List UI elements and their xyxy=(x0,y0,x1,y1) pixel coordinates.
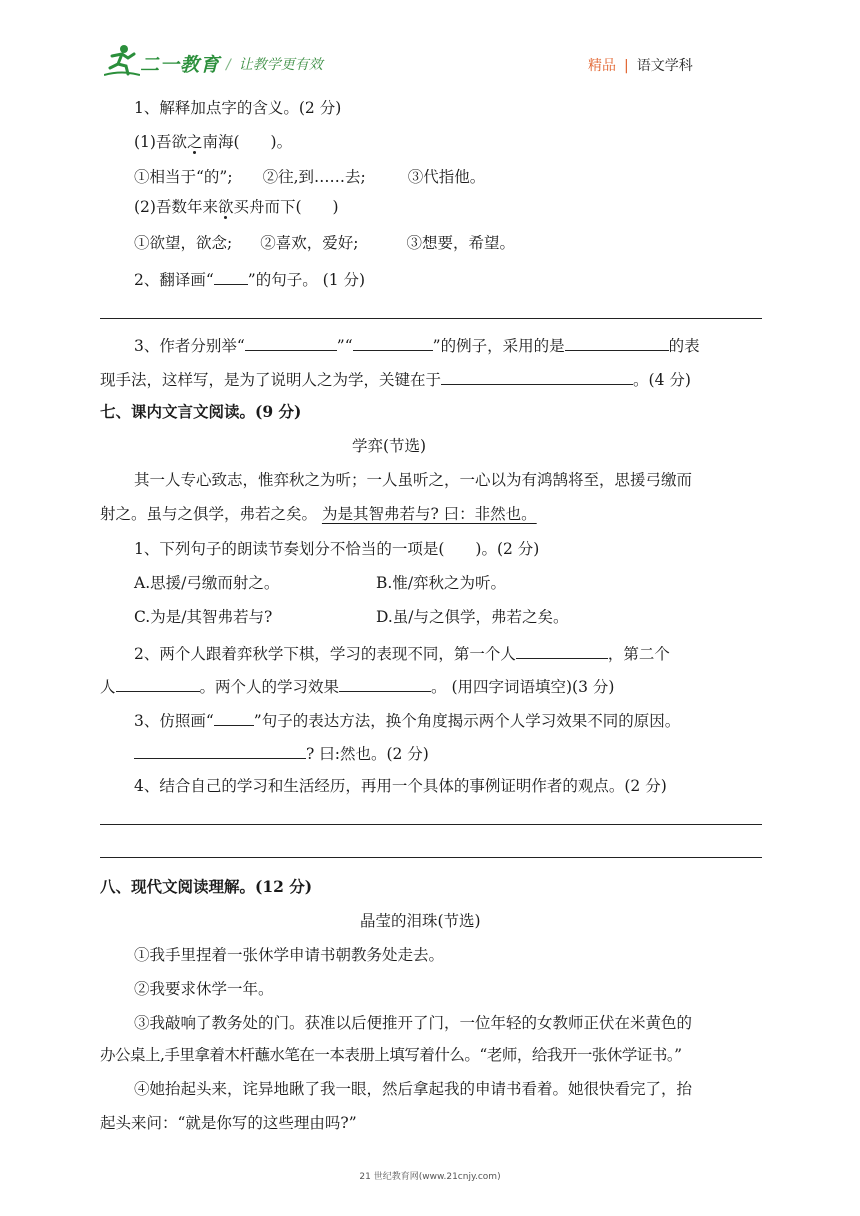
q6-3-post: 的表 xyxy=(668,337,700,355)
q7-3-pre: 3、仿照画“ xyxy=(134,712,214,730)
option: ①欲望，欲念; xyxy=(134,234,233,252)
q7-2-l2-pre: 人 xyxy=(100,678,116,696)
q6-3-l2-post: 。(4 分) xyxy=(633,371,691,389)
q6-3-pre: 3、作者分别举“ xyxy=(134,337,245,355)
q7-2-post: ，第二个 xyxy=(607,645,670,663)
q7-3-l2-post: ? 曰:然也。(2 分) xyxy=(306,745,429,763)
option: ②往,到……去; xyxy=(262,168,366,186)
q7-3-line2 xyxy=(134,740,429,765)
passage-line: ①我手里捏着一张休学申请书朝教务处走去。 xyxy=(134,946,445,964)
header-badge: 精品 | 语文学科 xyxy=(588,58,693,74)
q7-2-line2 xyxy=(100,673,614,698)
answer-blank xyxy=(516,640,608,659)
q6-1-a-options xyxy=(134,166,485,188)
quality-label: 精品 xyxy=(588,58,616,74)
q6-3-mid1: ”“ xyxy=(336,337,353,355)
q7-1-option-d: D.虽/与之俱学，弗若之矣。 xyxy=(376,608,569,626)
q7-2 xyxy=(134,640,670,665)
q7-3 xyxy=(134,707,680,732)
q7-1-option-a: A.思援/弓缴而射之。 xyxy=(134,574,280,592)
q6-1-b-post: 买舟而下( ) xyxy=(233,198,339,216)
answer-blank xyxy=(134,740,306,759)
q6-1-a-pre: (1)吾欲 xyxy=(134,133,187,151)
passage-title: 晶莹的泪珠(节选) xyxy=(360,912,481,930)
q6-2 xyxy=(134,266,365,291)
q6-1-b xyxy=(134,196,339,218)
q7-1: 1、下列句子的朗读节奏划分不恰当的一项是( )。(2 分) xyxy=(134,540,540,558)
passage-text: 射之。虽与之俱学，弗若之矣。 xyxy=(100,505,322,523)
section-7-heading: 七、课内文言文阅读。(9 分) xyxy=(100,402,302,421)
option: ①相当于“的”; xyxy=(134,168,233,186)
dotted-char: 欲 xyxy=(217,198,234,216)
q6-1-title: 1、解释加点字的含义。(2 分) xyxy=(134,99,342,117)
answer-blank xyxy=(214,707,254,726)
slogan-text: 让教学更有效 xyxy=(238,57,323,73)
q6-2-post: ”的句子。 (1 分) xyxy=(247,271,366,289)
passage-line: ②我要求休学一年。 xyxy=(134,980,274,998)
answer-blank xyxy=(353,332,433,351)
q6-3-l2-pre: 现手法，这样写，是为了说明人之为学，关键在于 xyxy=(100,371,442,389)
runner-logo-icon xyxy=(104,44,140,76)
passage-line: 其一人专心致志，惟弈秋之为听；一人虽听之，一心以为有鸿鹄将至，思援弓缴而 xyxy=(134,471,693,489)
option: ②喜欢，爱好; xyxy=(260,234,359,252)
q7-1-option-b: B.惟/弈秋之为听。 xyxy=(376,574,507,592)
q6-1-a xyxy=(134,131,292,153)
underlined-sentence: 为是其智弗若与? 曰：非然也。 xyxy=(321,505,537,523)
q7-2-pre: 2、两个人跟着弈秋学下棋，学习的表现不同，第一个人 xyxy=(134,645,516,663)
q6-2-pre: 2、翻译画“ xyxy=(134,271,214,289)
option: ③代指他。 xyxy=(407,168,486,186)
answer-blank xyxy=(441,366,633,385)
q6-3-mid2: ”的例子，采用的是 xyxy=(432,337,565,355)
answer-line xyxy=(100,824,762,825)
answer-line xyxy=(100,857,762,858)
passage-title: 学弈(节选) xyxy=(352,437,427,455)
q6-3 xyxy=(134,332,700,357)
answer-blank xyxy=(245,332,337,351)
q7-2-l2-mid: 。两个人的学习效果 xyxy=(199,678,340,696)
section-8-heading: 八、现代文阅读理解。(12 分) xyxy=(100,877,313,896)
subject-label: 语文学科 xyxy=(636,58,693,74)
answer-blank xyxy=(339,673,431,692)
passage-line: ③我敲响了教务处的门。获准以后便推开了门，一位年轻的女教师正伏在米黄色的 xyxy=(134,1014,693,1032)
passage-line: 办公桌上,手里拿着木杆蘸水笔在一本表册上填写着什么。“老师，给我开一张休学证书。” xyxy=(100,1046,682,1064)
page-header xyxy=(0,0,860,90)
q7-4: 4、结合自己的学习和生活经历，再用一个具体的事例证明作者的观点。(2 分) xyxy=(134,777,667,795)
option: ③想要，希望。 xyxy=(406,234,515,252)
q7-3-post: ”句子的表达方法，换个角度揭示两个人学习效果不同的原因。 xyxy=(253,712,681,730)
passage-line xyxy=(100,503,537,525)
dotted-char: 之 xyxy=(186,133,203,151)
slogan: / 让教学更有效 xyxy=(226,57,323,73)
q6-1-a-post: 南海( )。 xyxy=(202,133,293,151)
logo-text: 二一教育 xyxy=(140,54,221,76)
passage-line: ④她抬起头来，诧异地瞅了我一眼，然后拿起我的申请书看着。她很快看完了，抬 xyxy=(134,1080,693,1098)
answer-blank xyxy=(565,332,669,351)
answer-blank xyxy=(116,673,200,692)
q6-1-b-pre: (2)吾数年来 xyxy=(134,198,218,216)
q7-2-l2-post: 。 (用四字词语填空)(3 分) xyxy=(431,678,615,696)
q6-3-line2 xyxy=(100,366,691,391)
q6-1-b-options xyxy=(134,232,515,254)
answer-blank xyxy=(214,266,248,285)
answer-line xyxy=(100,318,762,319)
passage-line: 起头来问：“就是你写的这些理由吗?” xyxy=(100,1114,357,1132)
q7-1-option-c: C.为是/其智弗若与? xyxy=(134,608,273,626)
footer: 21 世纪教育网(www.21cnjy.com) xyxy=(359,1172,501,1182)
